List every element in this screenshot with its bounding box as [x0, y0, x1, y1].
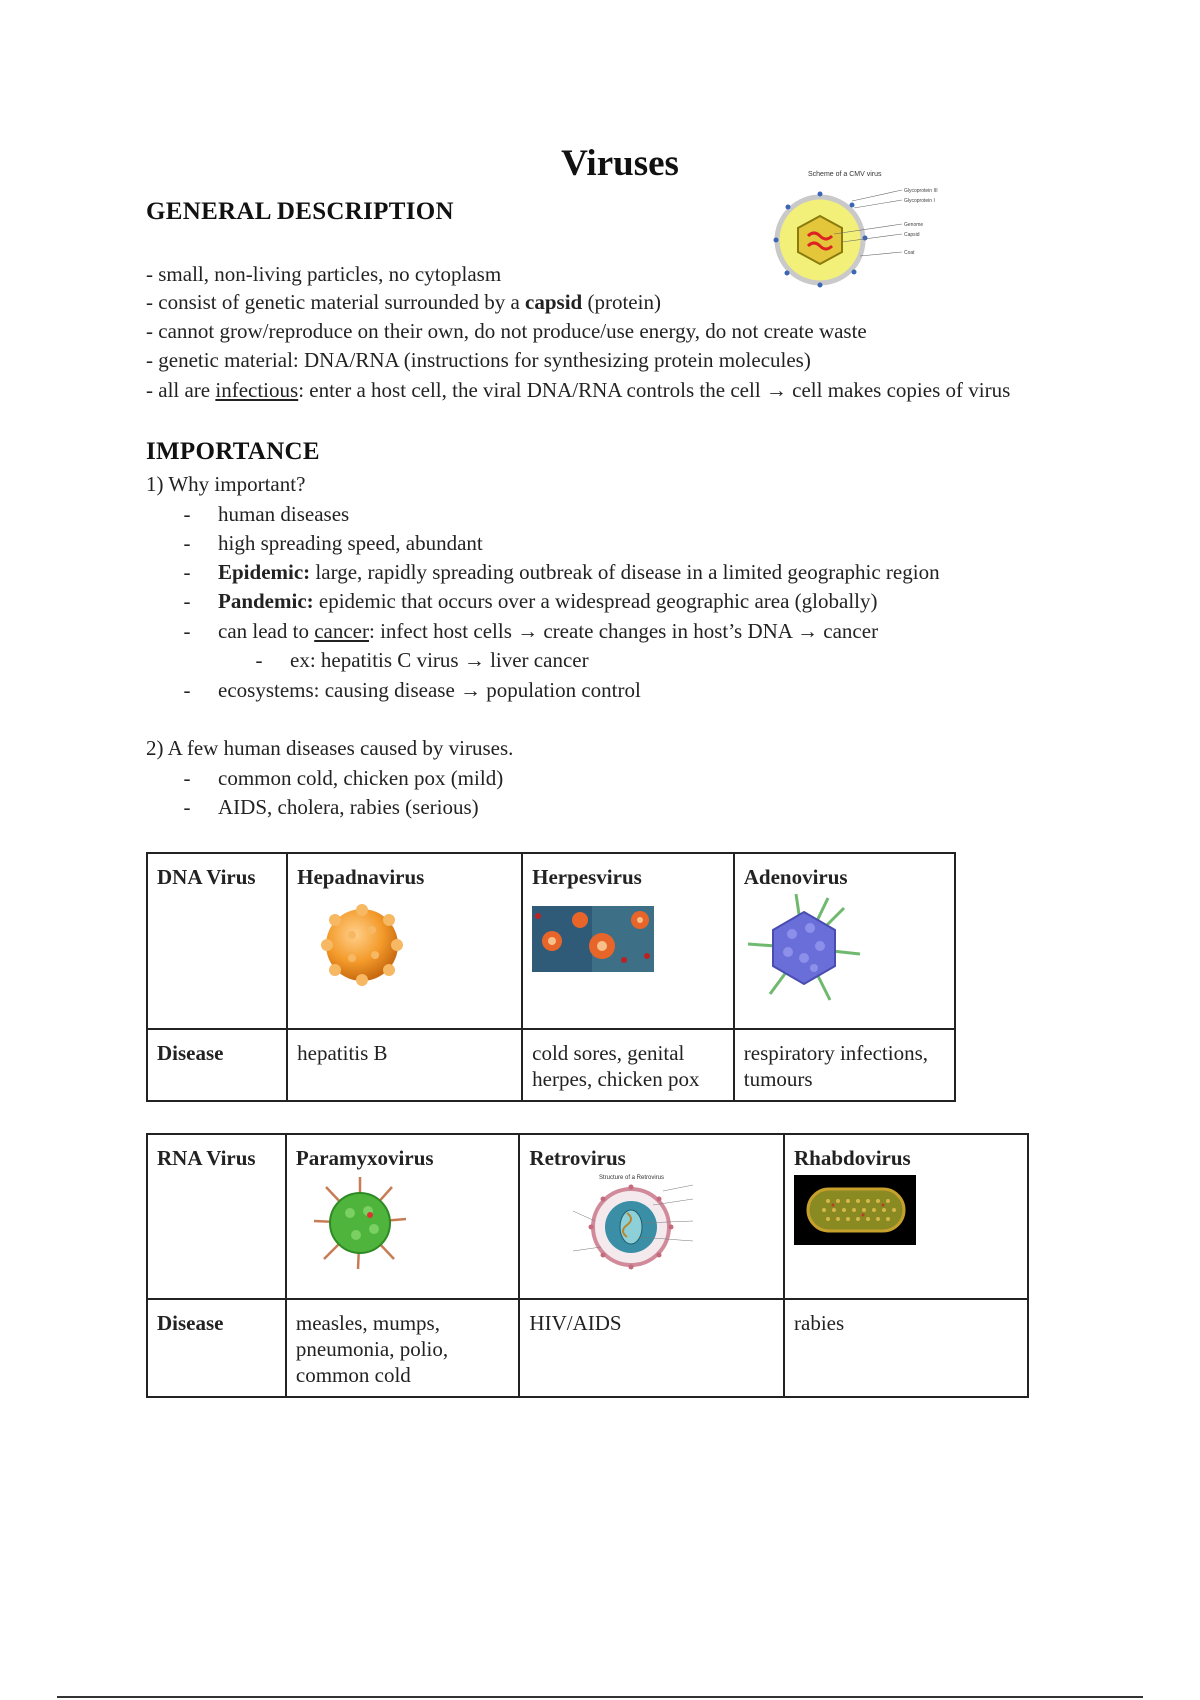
disease-cell: HIV/AIDS	[519, 1299, 784, 1397]
virus-name: Herpesvirus	[532, 865, 642, 889]
rhabdovirus-image	[794, 1175, 916, 1245]
virus-name: Hepadnavirus	[297, 865, 425, 889]
disease-header: Disease	[147, 1299, 286, 1397]
rna-virus-table	[146, 1133, 1029, 1398]
table-row	[147, 853, 955, 1029]
disease-cell: rabies	[784, 1299, 1028, 1397]
diagram-label: Glycoprotein III	[904, 188, 938, 194]
disease-header: Disease	[147, 1029, 287, 1101]
retrovirus-caption: Structure of a Retrovirus	[599, 1175, 665, 1181]
general-line-4: - genetic material: DNA/RNA (instructions for synthesizing protein molecules)	[146, 348, 811, 372]
page-bottom-rule	[57, 1696, 1143, 1698]
diagram-label: Glycoprotein I	[904, 198, 935, 204]
table-cell	[734, 853, 955, 1029]
diagram-label: Genome	[904, 222, 924, 228]
cmv-virus-diagram	[772, 160, 987, 295]
retrovirus-diagram	[543, 1171, 733, 1271]
table-cell	[286, 1134, 520, 1299]
rna-virus-header: RNA Virus	[147, 1134, 286, 1299]
virus-name: Retrovirus	[529, 1146, 626, 1170]
general-description-heading: GENERAL DESCRIPTION	[146, 198, 454, 225]
disease-cell: respiratory infections, tumours	[734, 1029, 955, 1101]
table-cell	[519, 1134, 784, 1299]
table-row	[147, 1299, 1028, 1397]
dna-virus-header: DNA Virus	[147, 853, 287, 1029]
diagram-caption: Scheme of a CMV virus	[808, 171, 882, 178]
hepadnavirus-image	[317, 900, 407, 990]
disease-cell: measles, mumps, pneumonia, polio, common cold	[286, 1299, 520, 1397]
adenovirus-image	[744, 888, 864, 1008]
paramyxovirus-image	[312, 1175, 408, 1271]
table-row	[147, 1029, 955, 1101]
disease-cell: hepatitis B	[287, 1029, 522, 1101]
general-line-3: - cannot grow/reproduce on their own, do not produce/use energy, do not create waste	[146, 319, 867, 343]
disease-cell: cold sores, genital herpes, chicken pox	[522, 1029, 734, 1101]
general-line-2: - consist of genetic material surrounded by a capsid (protein)	[146, 290, 661, 314]
virus-name: Adenovirus	[743, 865, 848, 889]
diagram-label: Capsid	[904, 232, 920, 238]
table-cell	[287, 853, 522, 1029]
table-row	[147, 1134, 1028, 1299]
virus-name: Rhabdovirus	[794, 1146, 911, 1170]
importance-question-1: 1) Why important?	[146, 472, 306, 496]
page-title: Viruses	[561, 143, 679, 184]
table-cell	[522, 853, 734, 1029]
general-line-5: - all are infectious: enter a host cell, the viral DNA/RNA controls the cell → cell makes copies of virus	[146, 378, 1011, 402]
herpesvirus-image	[532, 906, 654, 972]
dna-virus-table	[146, 852, 956, 1102]
general-line-1: - small, non-living particles, no cytoplasm	[146, 262, 502, 286]
importance-heading: IMPORTANCE	[146, 438, 320, 465]
importance-question-2: 2) A few human diseases caused by viruses.	[146, 736, 514, 760]
diagram-label: Coat	[904, 250, 915, 256]
document-page: Viruses Scheme of a CMV virus Glycoprotein III Glycoprotein I Genome Capsid Coat GENERAL DESCRIPTION - small, non-living particles, no cytoplasm - consist of genetic material surrounded by a capsid (protein) - cannot grow/reproduce on their own, do not produce/use energy, do not create waste - genetic material: DNA/RNA (instructions for synthesizing protein molecules) - all are infectious: enter a host cell, the viral DNA/RNA controls the cell → cell makes copies of virus IMPORTANCE 1) Why important? - human diseases - high spreading speed, abundant - Epidemic: large, rapidly spreading outbreak of disease in a limited geographic region - Pandemic: epidemic that occurs over a widespread geographic area (globally) - can lead to cancer: infect host cells → create changes in host’s DNA → cancer - ex: hepatitis C virus → liver cancer - ecosystems: causing disease → population control 2) A few human diseases caused by viruses. - common cold, chicken pox (mild) - AIDS, cholera, rabies (serious) DNA Virus Hepadnavirus Herpesvirus Adenovirus Disease hepatitis B cold sores, genital herpes, chicken pox respiratory infections, tumours RNA Virus Paramyxovirus Retrovirus Structure of a Retrovirus Rhabdovirus Disease measles, mumps, pneumonia, polio, common cold HIV/AIDS rabies	[0, 0, 1200, 1700]
virus-name: Paramyxovirus	[295, 1146, 434, 1170]
table-cell	[784, 1134, 1028, 1299]
